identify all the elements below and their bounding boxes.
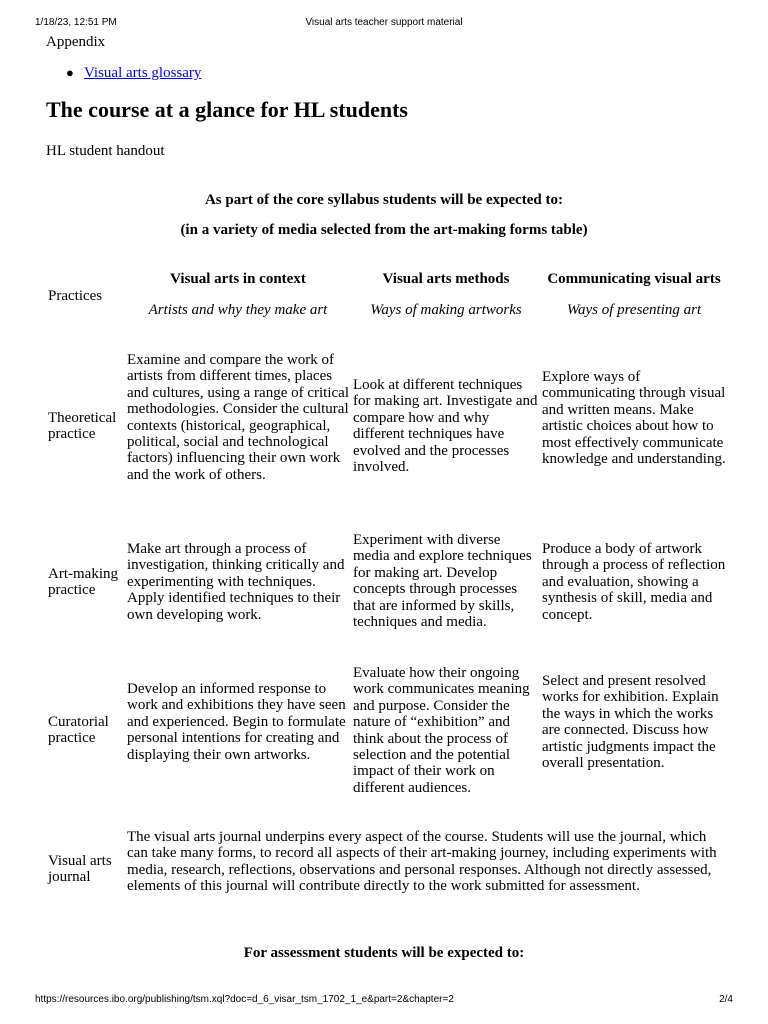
cell-curatorial-context: Develop an informed response to work and exhibitions they have seen and experienced. Begin to formulate personal intentions for creating and displaying their own artworks. (127, 681, 346, 763)
handout-label: HL student handout (46, 143, 165, 159)
column-subtitle-communicating: Ways of presenting art (566, 302, 702, 318)
row-label-art-making: Art-making practice (48, 566, 118, 599)
cell-theoretical-methods: Look at different techniques for making art. Investigate and compare how and why different techniques have evolved and the processes involved. (353, 377, 538, 476)
cell-art-making-methods: Experiment with diverse media and explore techniques for making art. Develop concepts through processes that are informed by skills, techniques and media. (353, 532, 532, 631)
cell-curatorial-methods: Evaluate how their ongoing work communicates meaning and purpose. Consider the nature of “exhibition” and think about the process of selection and the potential impact of their work on different audiences. (353, 665, 530, 796)
page-title: The course at a glance for HL students (46, 97, 408, 122)
bullet-icon: ● (66, 65, 74, 80)
row-label-curatorial: Curatorial practice (48, 714, 109, 747)
cell-art-making-communicating: Produce a body of artwork through a process of reflection and evaluation, showing a synthesis of skill, media and concept. (542, 541, 726, 623)
print-page-number: 2/4 (719, 994, 733, 1005)
column-subtitle-methods: Ways of making artworks (370, 302, 522, 318)
row-label-theoretical: Theoretical practice (48, 410, 117, 443)
print-url: https://resources.ibo.org/publishing/tsm.xql?doc=d_6_visar_tsm_1702_1_e&part=2&chapter=2 (35, 994, 454, 1005)
print-page-title: Visual arts teacher support material (305, 17, 463, 28)
appendix-link-list (66, 65, 201, 82)
appendix-label: Appendix (46, 34, 106, 50)
column-header-communicating: Communicating visual arts (547, 271, 721, 287)
cell-theoretical-context: Examine and compare the work of artists from different times, places and cultures, using a range of critical methodologies. Consider the cultural contexts (historical, geographical, political, social and technological factors) influencing their own work and the work of others. (127, 352, 349, 483)
core-syllabus-intro: As part of the core syllabus students will be expected to: (204, 192, 564, 208)
print-footer (0, 994, 768, 1008)
assessment-intro: For assessment students will be expected to: (243, 945, 525, 961)
print-datetime: 1/18/23, 12:51 PM (35, 17, 117, 28)
glossary-link[interactable]: Visual arts glossary (84, 65, 202, 81)
cell-theoretical-communicating: Explore ways of communicating through visual and written means. Make artistic choices about how to most effectively communicate knowledge and understanding. (542, 369, 726, 468)
print-header (0, 17, 768, 31)
cell-art-making-context: Make art through a process of investigation, thinking critically and experimenting with techniques. Apply identified techniques to their own developing work. (127, 541, 345, 623)
cell-curatorial-communicating: Select and present resolved works for exhibition. Explain the ways in which the works are connected. Discuss how artistic judgments impact the overall presentation. (542, 673, 719, 772)
cell-journal-description: The visual arts journal underpins every aspect of the course. Students will use the journal, which can take many forms, to record all aspects of their art-making journey, including experiments with media, research, reflections, observations and personal responses. Although not directly assessed, elements of this journal will contribute directly to the work submitted for assessment. (127, 829, 717, 895)
core-syllabus-media-note: (in a variety of media selected from the art-making forms table) (180, 222, 588, 238)
column-header-context: Visual arts in context (170, 271, 306, 287)
column-header-methods: Visual arts methods (382, 271, 510, 287)
row-label-journal: Visual arts journal (48, 853, 112, 886)
practices-header: Practices (48, 288, 103, 304)
column-subtitle-context: Artists and why they make art (148, 302, 328, 318)
